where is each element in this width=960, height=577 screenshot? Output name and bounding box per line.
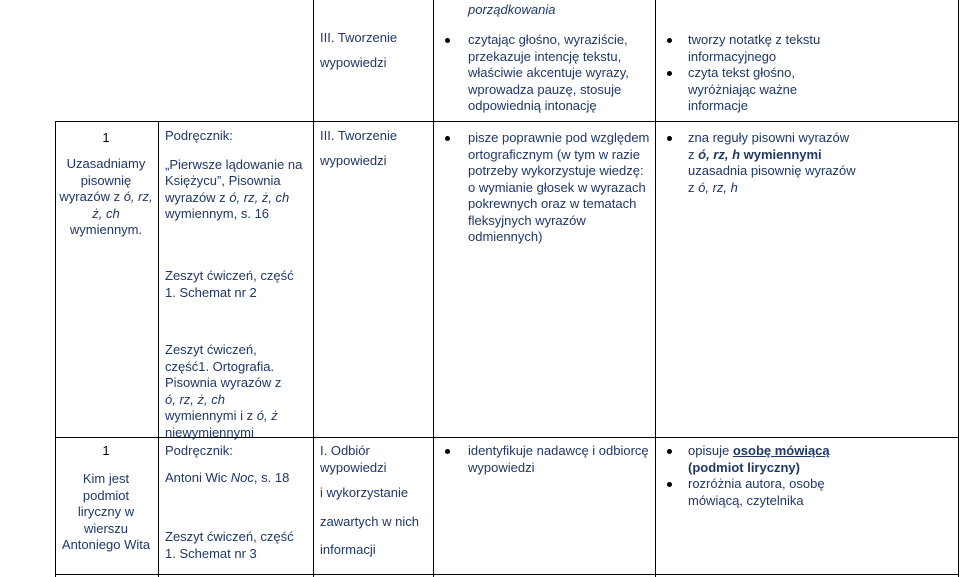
row2-area <box>320 443 430 559</box>
area-line: wypowiedzi <box>320 152 387 168</box>
column-divider <box>655 0 656 577</box>
area-line: III. Tworzenie <box>320 128 398 143</box>
list-item: identyfikuje nadawcę i odbiorcę wypowiedzi <box>468 443 652 476</box>
row1-exercise-book-2: Zeszyt ćwiczeń, część1. Ortografia. Pisownia wyrazów z ó, rz, ż, ch wymiennymi i z ó, ż niewymiennymi <box>165 342 282 440</box>
row1-outcomes <box>688 130 856 196</box>
row1-lesson-number: 1 <box>102 130 110 145</box>
table-border-left <box>55 122 56 577</box>
row1-topic: Uzasadniamy pisownię wyrazów z ó, rz, ż, ch wymiennym. <box>59 156 153 237</box>
area-line: zawartych w nich <box>320 513 419 529</box>
list-item: pisze poprawnie pod względem ortograficznym (w tym w razie potrzeby wykorzystuje wiedzę: o wymianie głosek w wyrazach pokrewnych oraz w tematach fleksyjnych wyrazów odmiennych) <box>468 130 652 246</box>
bullet-icon <box>667 71 672 76</box>
column-divider <box>313 0 314 577</box>
area-line: informacji <box>320 542 376 557</box>
list-item: czytając głośno, wyraziście, przekazuje intencję tekstu, właściwie akcentuje wyrazy, wprowadza pauzę, stosuje odpowiednią intonację <box>468 32 652 115</box>
area-line: i wykorzystanie <box>320 485 409 500</box>
row-divider <box>55 574 959 575</box>
bullet-icon <box>445 38 450 43</box>
row0-requirements <box>468 32 652 115</box>
row2-textbook: Podręcznik: Antoni Wic Noc, s. 18 <box>165 443 290 485</box>
row2-topic: Kim jest podmiot liryczny w wierszu Antoniego Wita <box>61 471 151 552</box>
column-divider <box>158 122 159 577</box>
list-item: uzasadnia pisownię wyrazów z ó, rz, h <box>688 163 856 195</box>
list-item: zna reguły pisowni wyrazów z ó, rz, h wymiennymi <box>688 130 856 163</box>
list-item: czyta tekst głośno, wyróżniając ważne informacje <box>688 65 856 115</box>
list-item: tworzy notatkę z tekstu informacyjnego <box>688 32 856 65</box>
list-item: rozróżnia autora, osobę mówiącą, czytelnika <box>688 476 856 509</box>
row2-outcomes <box>688 443 856 509</box>
row2-lesson-number: 1 <box>102 443 110 458</box>
bullet-icon <box>445 449 450 454</box>
list-item: opisuje osobę mówiącą (podmiot liryczny) <box>688 443 856 476</box>
column-divider <box>433 0 434 577</box>
area-line: wypowiedzi <box>320 459 387 475</box>
previous-page-fragment: porządkowania <box>468 2 556 17</box>
area-line: wypowiedzi <box>320 54 387 70</box>
bullet-icon <box>667 449 672 454</box>
bullet-icon <box>667 482 672 487</box>
bullet-icon <box>667 38 672 43</box>
row0-outcomes <box>688 32 856 115</box>
area-line: III. Tworzenie <box>320 30 398 45</box>
area-line: I. Odbiór <box>320 443 370 458</box>
row2-requirements <box>468 443 652 476</box>
bullet-icon <box>445 136 450 141</box>
row1-textbook: Podręcznik: „Pierwsze lądowanie na Księżycu”, Pisownia wyrazów z ó, rz, ż, ch wymiennym, s. 16 <box>165 128 303 221</box>
row-divider <box>55 121 959 122</box>
bullet-icon <box>667 136 672 141</box>
row0-area <box>320 30 430 71</box>
row2-exercise-book: Zeszyt ćwiczeń, część 1. Schemat nr 3 <box>165 529 294 561</box>
table-border-right <box>958 0 959 577</box>
row1-requirements <box>468 130 652 246</box>
row1-area <box>320 128 430 169</box>
row1-exercise-book: Zeszyt ćwiczeń, część 1. Schemat nr 2 <box>165 268 294 300</box>
